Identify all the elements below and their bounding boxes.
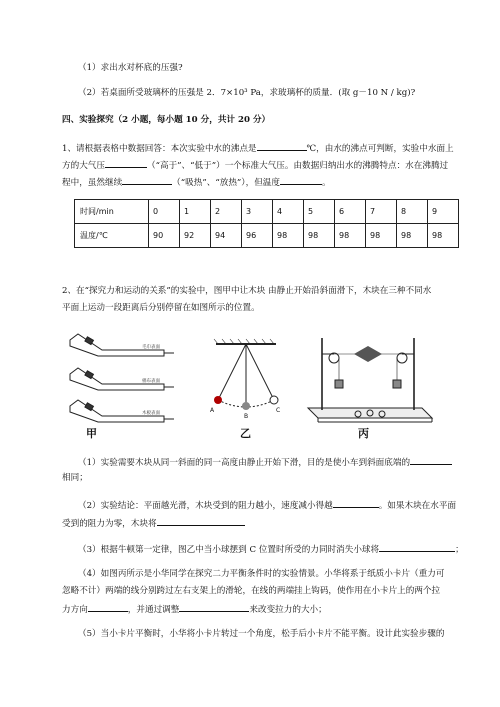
label-yi: 乙 xyxy=(240,427,251,440)
subq-2-line1 xyxy=(78,498,456,512)
problem-1-line1-text-a: 1、请根据表格中数据回答：本次实验中水的沸点是 xyxy=(62,144,257,154)
blank-heat[interactable] xyxy=(122,175,172,185)
table-cell: 0 xyxy=(149,200,180,224)
paper-card xyxy=(354,346,382,362)
problem-1-line1-text-b: ℃，由水的沸点可判断，实验中水面上 xyxy=(306,144,454,154)
table-cell: 98 xyxy=(428,224,459,248)
subq-3-line1-text: （3）根据牛顿第一定律，图乙中当小球摆到 C 位置时所受的力同时消失小球将 xyxy=(78,545,380,555)
subq-2-line1-text-a: （2）实验结论：平面越光滑，木块受到的阻力越小，速度减小得越 xyxy=(78,501,333,511)
table-cell: 6 xyxy=(335,200,366,224)
table-cell: 98 xyxy=(273,224,304,248)
table-cell: 9 xyxy=(428,200,459,224)
blank-weights[interactable] xyxy=(179,602,249,612)
subq-1-line2: 相同； xyxy=(62,473,88,483)
table-cell: 8 xyxy=(397,200,428,224)
problem-1-line2-text-b: （“高于”、“低于”）一个标准大气压。由数据归纳出水的沸腾特点：水在沸腾过 xyxy=(146,161,449,171)
subq-3-line1-end: ； xyxy=(455,545,464,555)
subq-2-line2-text: 受到的阻力为零，木块将 xyxy=(62,519,157,529)
blank-motion-state[interactable] xyxy=(157,516,245,526)
boiling-data-table xyxy=(74,199,459,248)
subq-1-line1-text: （1）实验需要木块从同一斜面的同一高度由静止开始下滑，目的是使小车到斜面底端的 xyxy=(78,458,411,468)
problem-1-line2 xyxy=(62,158,448,172)
problem-1-line3-text-a: 程中，虽然继续 xyxy=(62,178,123,188)
table-cell: 98 xyxy=(304,224,335,248)
problem-2-line1: 2、在“探究力和运动的关系”的实验中，图甲中让木块 由静止开始沿斜面滑下，木块在三种不同水 xyxy=(62,286,432,296)
subq-3-line1 xyxy=(78,542,464,556)
table-cell: 98 xyxy=(397,224,428,248)
label-point-a: A xyxy=(210,407,215,414)
blank-boiling-point[interactable] xyxy=(257,141,307,151)
problem-1-line3-text-b: （“吸热”、“放热”），但温度 xyxy=(172,178,280,188)
label-surface-cotton: 棉布表面 xyxy=(142,379,160,384)
table-cell: 92 xyxy=(180,224,211,248)
label-point-c: C xyxy=(276,407,281,414)
blank-speed[interactable] xyxy=(410,455,452,465)
table-row-time xyxy=(75,200,459,224)
table-cell: 5 xyxy=(304,200,335,224)
blank-ball-motion[interactable] xyxy=(379,542,455,552)
label-surface-wood: 木板表面 xyxy=(142,411,160,416)
problem-2-line2: 平面上运动一段距离后分别停留在如图所示的位置。 xyxy=(62,303,260,313)
subq-4-line3-text-b: ，并通过调整 xyxy=(127,605,180,615)
question-1-sub1: （1）求出水对杯底的压强? xyxy=(78,63,183,73)
table-cell: 98 xyxy=(366,224,397,248)
subq-4-line2: 忽略不计）两端的线分别跨过左右支架上的滑轮，在线的两端挂上钩码，使作用在小卡片上的两个拉 xyxy=(62,586,441,596)
table-row-temperature xyxy=(75,224,459,248)
table-cell: 7 xyxy=(366,200,397,224)
blank-air-pressure[interactable] xyxy=(105,158,147,168)
table-row-label-temperature: 温度/℃ xyxy=(75,224,149,248)
table-cell: 94 xyxy=(211,224,242,248)
blank-direction[interactable] xyxy=(88,602,128,612)
table-cell: 3 xyxy=(242,200,273,224)
problem-1-line2-text-a: 方的大气压 xyxy=(62,161,105,171)
table-cell: 4 xyxy=(273,200,304,224)
label-bing: 丙 xyxy=(358,427,369,440)
table-cell: 2 xyxy=(211,200,242,224)
subq-2-line1-text-b: 。如果木块在水平面 xyxy=(378,501,457,511)
table-cell: 90 xyxy=(149,224,180,248)
label-surface-towel: 毛巾表面 xyxy=(142,345,160,350)
table-row-label-time: 时间/min xyxy=(75,200,149,224)
question-1-sub2: （2）若桌面所受玻璃杯的压强是 2．7×10³ Pa，求玻璃杯的质量．(取 g－10 N / kg)? xyxy=(78,88,416,98)
label-jia: 甲 xyxy=(86,427,97,440)
diagram-yi-pendulum xyxy=(214,339,276,407)
problem-1-line1 xyxy=(62,141,454,155)
subq-4-line3-text-c: 来改变拉力的大小； xyxy=(249,605,327,615)
subq-2-line2 xyxy=(62,516,245,530)
label-point-b: B xyxy=(244,413,249,420)
blank-slower[interactable] xyxy=(333,498,379,508)
pendulum-ball-c xyxy=(270,396,278,404)
subq-4-line1: （4）如图丙所示是小华同学在探究二力平衡条件时的实验情景。小华将系于纸质小卡片（重力可 xyxy=(78,569,445,579)
pendulum-ball-b xyxy=(242,402,250,410)
subq-4-line3-text-a: 力方向 xyxy=(62,605,88,615)
subq-4-line3 xyxy=(62,602,327,616)
blank-temperature[interactable] xyxy=(280,175,322,185)
subq-5-line1: （5）当小卡片平衡时，小华将小卡片转过一个角度，松手后小卡片不能平衡。设计此实验步骤的 xyxy=(78,629,445,639)
problem-1-line3-text-c: 。 xyxy=(321,178,331,188)
experiment-diagrams xyxy=(64,330,436,440)
section-4-heading: 四、实验探究（2 小题，每小题 10 分，共计 20 分） xyxy=(62,115,271,125)
table-cell: 98 xyxy=(335,224,366,248)
experiment-figure xyxy=(64,330,436,440)
subq-1-line1 xyxy=(78,455,452,469)
problem-1-line3 xyxy=(62,175,331,189)
table-cell: 1 xyxy=(180,200,211,224)
pendulum-ball-a xyxy=(214,396,222,404)
table-cell: 96 xyxy=(242,224,273,248)
